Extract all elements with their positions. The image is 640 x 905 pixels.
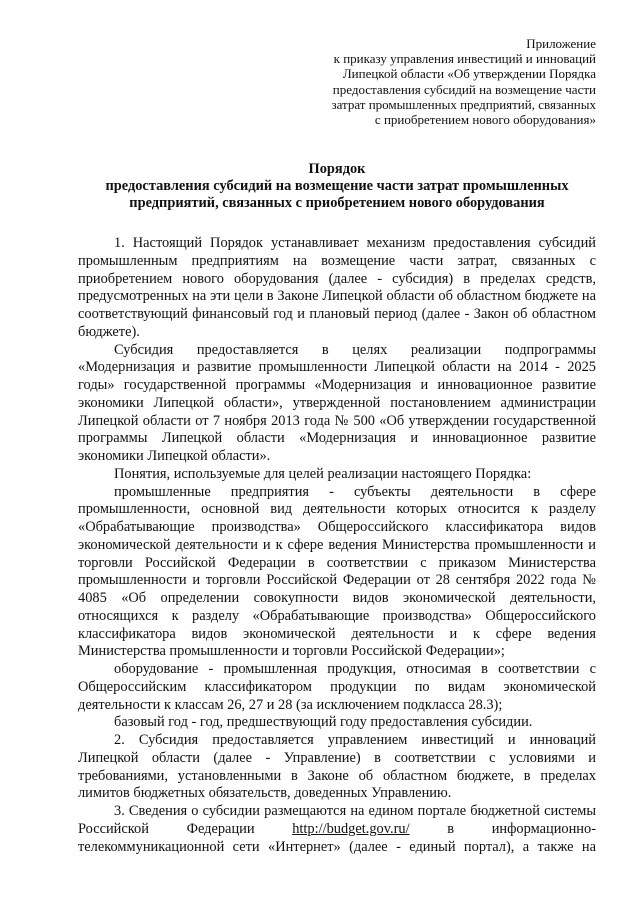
appendix-line: с приобретением нового оборудования» [374,112,596,128]
paragraph-definition-equipment: оборудование - промышленная продукция, относимая в соответствии с Общероссийским классификатором продукции по видам экономической деятельности к классам 26, 27 и 28 (за исключением подкласса 28.3); [78,661,596,713]
paragraph-1: 1. Настоящий Порядок устанавливает механизм предоставления субсидий промышленным предприятиям на возмещение части затрат, связанных с приобретением нового оборудования (далее - субсидия) в пределах средств, предусмотренных на эти цели в Законе Липецкой области об областном бюджете на соответствующий финансовый год и плановый период (далее - Закон об областном бюджете). [78,235,596,340]
title-line: предприятий, связанных с приобретением нового оборудования [129,195,545,212]
document-body [78,235,596,856]
appendix-line: Липецкой области «Об утверждении Порядка [342,66,596,82]
appendix-line: предоставления субсидий на возмещение части [332,81,596,97]
paragraph-text: в информационно-телекоммуникационной сети «Интернет» (далее - единый портал), а также на [78,820,596,855]
paragraph-2-clause: 2. Субсидия предоставляется управлением инвестиций и инноваций Липецкой области (далее - Управление) в соответствии с условиями и требованиями, установленными в Законе об областном бюджете, в пределах лимитов бюджетных обязательств, доведенных Управлению. [78,732,596,802]
appendix-line: затрат промышленных предприятий, связанных [331,96,596,112]
title-line: Порядок [308,161,366,178]
paragraph-3-clause [78,803,596,856]
document-page [78,36,596,856]
title-line: предоставления субсидий на возмещение части затрат промышленных [105,178,569,195]
paragraph-2: Субсидия предоставляется в целях реализации подпрограммы «Модернизация и развитие промышленности Липецкой области на 2014 - 2025 годы» государственной программы «Модернизация и инновационное развитие экономики Липецкой области», утвержденной постановлением администрации Липецкой области от 7 ноября 2013 года № 500 «Об утверждении государственной программы Липецкой области «Модернизация и инновационное развитие экономики Липецкой области». [78,341,596,465]
document-title [78,161,596,212]
appendix-line: к приказу управления инвестиций и инноваций [333,51,596,67]
paragraph-3: Понятия, используемые для целей реализации настоящего Порядка: [114,465,532,482]
paragraph-definition-base-year: базовый год - год, предшествующий году предоставления субсидии. [114,714,533,731]
appendix-header [78,36,596,127]
appendix-line: Приложение [526,36,596,51]
paragraph-text: 3. Сведения о субсидии размещаются на едином портале бюджетной системы Российской Федерации [78,803,596,837]
budget-portal-link[interactable]: http://budget.gov.ru/ [292,820,410,837]
paragraph-definition-enterprises: промышленные предприятия - субъекты деятельности в сфере промышленности, основной вид деятельности которых относится к разделу «Обрабатывающие производства» Общероссийского классификатора видов экономической деятельности и к сфере ведения Министерства промышленности и торговли Российской Федерации в соответствии с приказом Министерства промышленности и торговли Российской Федерации от 28 сентября 2022 года № 4085 «Об определении совокупности видов экономической деятельности, относящихся к разделу «Обрабатывающие производства» Общероссийского классификатора видов экономической деятельности и к сфере ведения Министерства промышленности и торговли Российской Федерации»; [78,483,596,660]
